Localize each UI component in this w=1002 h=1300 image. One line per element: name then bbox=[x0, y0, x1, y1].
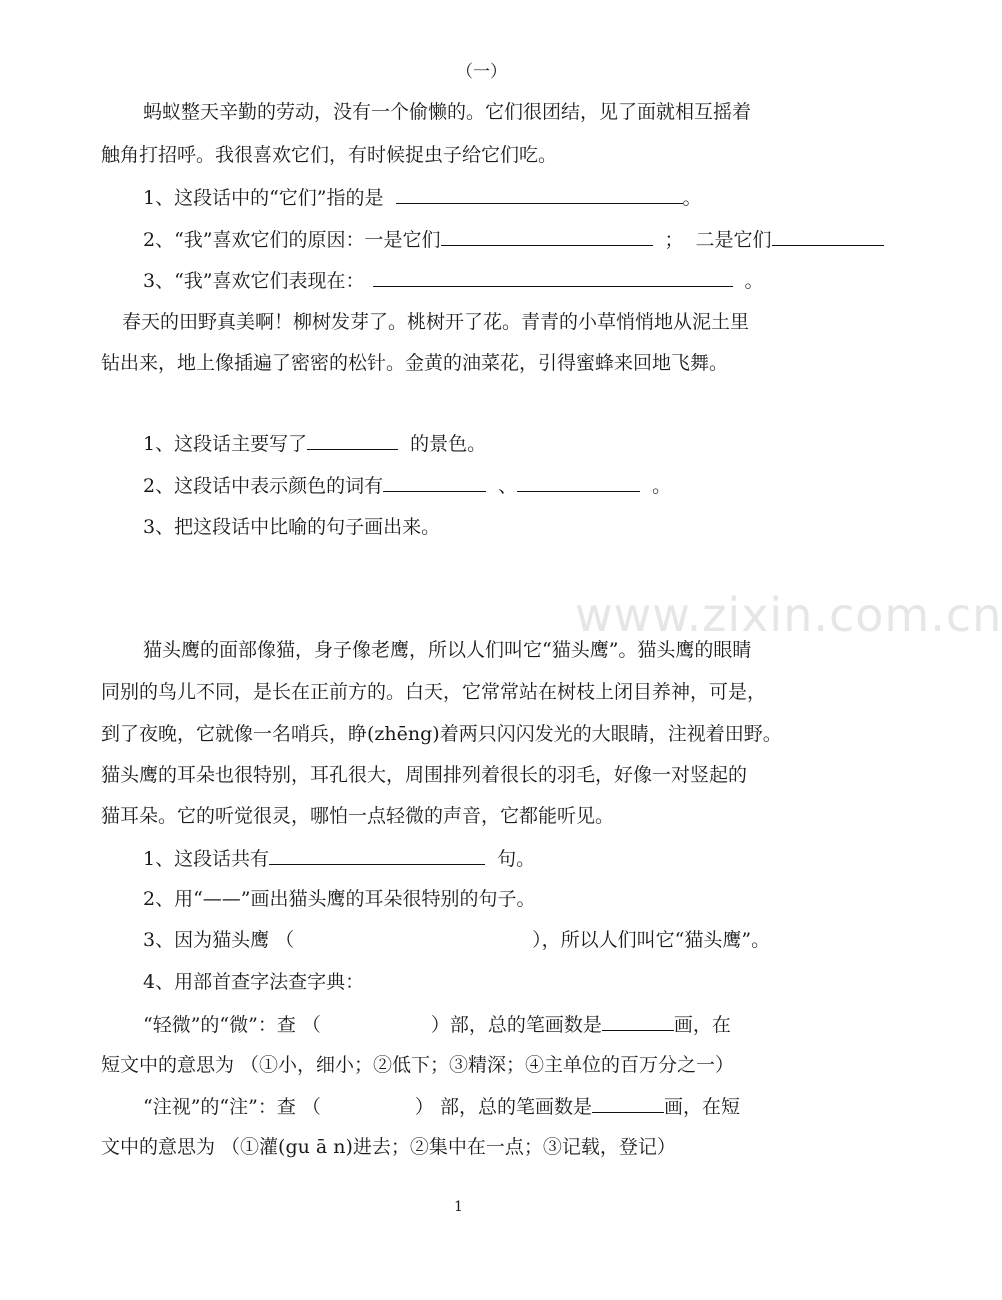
question-mid2: 二是它们 bbox=[695, 229, 772, 251]
passage1-line1: 蚂蚁整天辛勤的劳动，没有一个偷懒的。它们很团结，见了面就相互摇着 bbox=[143, 101, 752, 123]
passage1-question3 bbox=[143, 268, 764, 293]
question-end: 。 bbox=[682, 187, 702, 209]
question-end: 画，在 bbox=[673, 1014, 731, 1036]
question-end: 。 bbox=[744, 270, 764, 292]
answer-blank[interactable] bbox=[517, 473, 640, 492]
passage3-question4a bbox=[143, 1012, 731, 1037]
question-text: “注视”的“注”：查 （ bbox=[143, 1096, 321, 1118]
passage1-question1 bbox=[143, 185, 702, 210]
passage3-question4b-line2: 文中的意思为 （①灌(gu ā n)进去；②集中在一点；③记载，登记） bbox=[101, 1136, 676, 1158]
passage3-line4: 猫头鹰的耳朵也很特别，耳孔很大，周围排列着很长的羽毛，好像一对竖起的 bbox=[101, 764, 748, 786]
passage3-line1: 猫头鹰的面部像猫，身子像老鹰，所以人们叫它“猫头鹰”。猫头鹰的眼睛 bbox=[143, 639, 752, 661]
passage2-line1: 春天的田野真美啊！柳树发芽了。桃树开了花。青青的小草悄悄地从泥土里 bbox=[122, 311, 750, 333]
question-mid: ） 部，总的笔画数是 bbox=[414, 1096, 592, 1118]
passage2-line2: 钻出来，地上像插遍了密密的松针。金黄的油菜花，引得蜜蜂来回地飞舞。 bbox=[101, 352, 729, 374]
answer-blank[interactable] bbox=[396, 185, 683, 204]
watermark: www.zixin.com.cn bbox=[575, 588, 1002, 642]
question-end: 的景色。 bbox=[410, 433, 487, 455]
passage2-question3: 3、把这段话中比喻的句子画出来。 bbox=[143, 516, 441, 538]
passage2-question2 bbox=[143, 473, 671, 498]
passage3-line2: 同别的鸟儿不同，是长在正前方的。白天，它常常站在树枝上闭目养神，可是， bbox=[101, 681, 767, 703]
passage3-line5: 猫耳朵。它的听觉很灵，哪怕一点轻微的声音，它都能听见。 bbox=[101, 805, 615, 827]
question-end: 句。 bbox=[497, 848, 536, 870]
passage3-question2: 2、用“——”画出猫头鹰的耳朵很特别的句子。 bbox=[143, 888, 536, 910]
question-text: “轻微”的“微”：查 （ bbox=[143, 1014, 321, 1036]
answer-blank[interactable] bbox=[602, 1012, 674, 1031]
answer-blank[interactable] bbox=[772, 227, 884, 246]
question-mid: 、 bbox=[498, 475, 518, 497]
question-text: 3、因为猫头鹰 （ bbox=[143, 929, 295, 951]
question-text: 2、这段话中表示颜色的词有 bbox=[143, 475, 384, 497]
passage3-question4b bbox=[143, 1094, 740, 1119]
passage1-question2 bbox=[143, 227, 884, 252]
page-number: 1 bbox=[454, 1199, 463, 1215]
passage3-line3: 到了夜晚，它就像一名哨兵，睁(zhēng)着两只闪闪发光的大眼睛，注视着田野。 bbox=[101, 723, 782, 745]
passage1-line2: 触角打招呼。我很喜欢它们，有时候捉虫子给它们吃。 bbox=[101, 144, 558, 166]
question-end: ），所以人们叫它“猫头鹰”。 bbox=[532, 929, 771, 951]
question-mid: ； bbox=[664, 229, 684, 251]
answer-blank[interactable] bbox=[383, 473, 486, 492]
answer-blank[interactable] bbox=[373, 268, 733, 287]
question-text: 1、这段话主要写了 bbox=[143, 433, 308, 455]
question-text: 3、“我”喜欢它们表现在： bbox=[143, 270, 365, 292]
passage3-question1 bbox=[143, 846, 535, 871]
question-end: 。 bbox=[652, 475, 672, 497]
answer-blank[interactable] bbox=[441, 227, 653, 246]
answer-blank[interactable] bbox=[269, 846, 485, 865]
question-text: 1、这段话共有 bbox=[143, 848, 270, 870]
answer-blank[interactable] bbox=[592, 1094, 664, 1113]
passage3-question3 bbox=[143, 928, 770, 952]
passage3-question4a-line2: 短文中的意思为 （①小，细小；②低下；③精深；④主单位的百万分之一） bbox=[101, 1054, 735, 1076]
passage2-question1 bbox=[143, 431, 486, 456]
question-mid: ）部，总的笔画数是 bbox=[430, 1014, 602, 1036]
answer-blank[interactable] bbox=[307, 431, 398, 450]
passage3-question4: 4、用部首查字法查字典： bbox=[143, 971, 365, 993]
question-end: 画，在短 bbox=[663, 1096, 740, 1118]
question-text: 2、“我”喜欢它们的原因：一是它们 bbox=[143, 229, 441, 251]
question-text: 1、这段话中的“它们”指的是 bbox=[143, 187, 384, 209]
page-title: （一） bbox=[456, 62, 507, 82]
